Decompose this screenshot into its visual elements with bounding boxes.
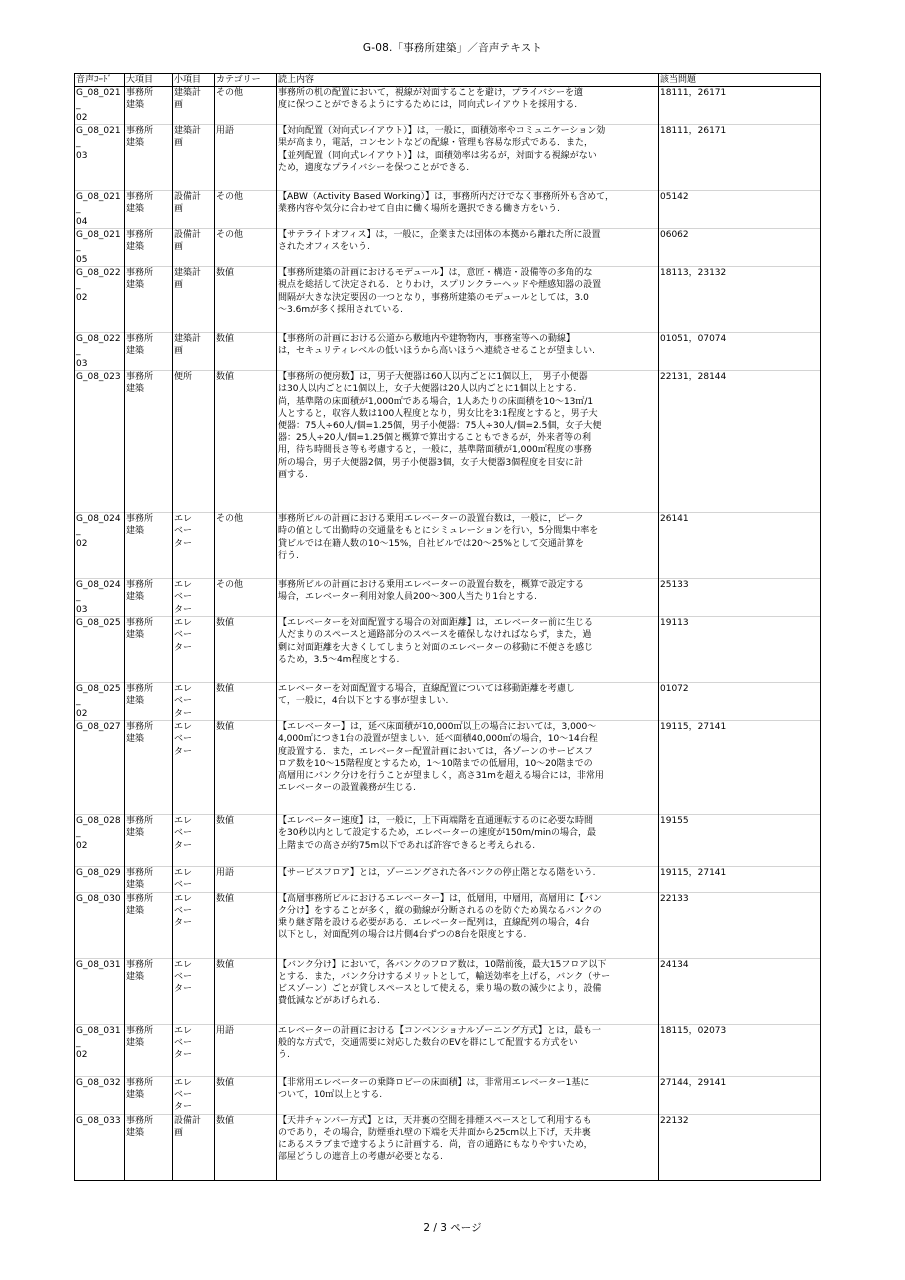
table-row xyxy=(75,721,821,815)
cell-category: 数値 xyxy=(215,721,277,815)
cell-text: 【サテライトオフィス】は，一般に，企業または団体の本拠から離れた所に設置 されたオフィスをいう. xyxy=(277,229,659,267)
cell-code: G_08_022_ 03 xyxy=(75,333,125,371)
cell-minor: 便所 xyxy=(173,371,215,513)
cell-questions: 22133 xyxy=(659,892,821,958)
cell-questions: 18111，26171 xyxy=(659,87,821,125)
column-header-major: 大項目 xyxy=(125,74,173,87)
cell-category: その他 xyxy=(215,579,277,617)
cell-questions: 25133 xyxy=(659,579,821,617)
cell-major: 事務所 建築 xyxy=(125,229,173,267)
table-row xyxy=(75,579,821,617)
table-row xyxy=(75,617,821,683)
table-row xyxy=(75,371,821,513)
cell-code: G_08_028_ 02 xyxy=(75,815,125,867)
cell-minor: エレ ベー ター xyxy=(173,1076,215,1114)
cell-minor: 建築計 画 xyxy=(173,125,215,191)
table-row xyxy=(75,87,821,125)
cell-major: 事務所 建築 xyxy=(125,958,173,1024)
page-title: G-08.「事務所建築」／音声テキスト xyxy=(362,42,543,54)
cell-minor: エレ ベー ター xyxy=(173,721,215,815)
cell-category: その他 xyxy=(215,87,277,125)
cell-questions: 19115，27141 xyxy=(659,867,821,892)
cell-questions: 01072 xyxy=(659,683,821,721)
column-header-questions: 該当問題 xyxy=(659,74,821,87)
column-header-text: 読上内容 xyxy=(277,74,659,87)
cell-questions: 22131，28144 xyxy=(659,371,821,513)
cell-major: 事務所 建築 xyxy=(125,1114,173,1180)
column-header-minor: 小項目 xyxy=(173,74,215,87)
cell-text: 【非常用エレベーターの乗降ロビーの床面積】は，非常用エレベーター1基に ついて，10㎡以上とする. xyxy=(277,1076,659,1114)
cell-major: 事務所 建築 xyxy=(125,892,173,958)
cell-text: 【エレベーターを対面配置する場合の対面距離】は，エレベーター前に生じる 人だまりのスペースと通路部分のスペースを確保しなければならず，また，過 剰に対面距離を大きくしてしまうと対面のエレベーターの移動に不便さを感じ るため，3.5～4m程度とする. xyxy=(277,617,659,683)
table-row xyxy=(75,1024,821,1076)
cell-code: G_08_030 xyxy=(75,892,125,958)
cell-code: G_08_031_ 02 xyxy=(75,1024,125,1076)
cell-category: 用語 xyxy=(215,867,277,892)
cell-questions: 18115，02073 xyxy=(659,1024,821,1076)
table-row xyxy=(75,867,821,892)
cell-category: 数値 xyxy=(215,371,277,513)
cell-questions: 19113 xyxy=(659,617,821,683)
cell-major: 事務所 建築 xyxy=(125,1024,173,1076)
cell-major: 事務所 建築 xyxy=(125,333,173,371)
cell-code: G_08_025 xyxy=(75,617,125,683)
cell-minor: 設備計 画 xyxy=(173,1114,215,1180)
cell-minor: 建築計 画 xyxy=(173,267,215,333)
cell-category: 数値 xyxy=(215,815,277,867)
cell-text: 【対向配置（対向式レイアウト）】は，一般に，面積効率やコミュニケーション効 果が高まり，電話，コンセントなどの配線・管理も容易な形式である．また， 【並列配置（同向式レイアウト）】は，面積効率は劣るが，対面する視線がない ため，適度なプライバシーを保つことができる. xyxy=(277,125,659,191)
cell-code: G_08_022_ 02 xyxy=(75,267,125,333)
table-row xyxy=(75,815,821,867)
cell-text: 【エレベーター】は，延べ床面積が10,000㎡以上の場合においては，3,000～ 4,000㎡につき1台の設置が望ましい．延べ面積40,000㎡の場合，10～14台程 度設置する．また，エレベーター配置計画においては，各ゾーンのサービスフ ロア数を10～15階程度とするため，1～10階までの低層用，10～20階までの 高層用にバンク分けを行うことが望ましく，高さ31mを超える場合には，非常用 エレベーターの設置義務が生じる. xyxy=(277,721,659,815)
table-row xyxy=(75,683,821,721)
cell-text: 【事務所の便房数】は，男子大便器は60人以内ごとに1個以上， 男子小便器 は30人以内ごとに1個以上，女子大便器は20人以内ごとに1個以上とする. 尚，基準階の床面積が1,000㎡である場合，1人あたりの床面積を10～13㎡/1 人とすると，収容人数は100人程度となり，男女比を3:1程度とすると，男子大 便器：75人÷60人/個=1.25個，男子小便器：75人÷30人/個=2.5個，女子大便 器：25人÷20人/個=1.25個と概算で算出することもできるが，外来者等の利 用，待ち時間長さ等も考慮すると，一般に，基準階面積が1,000㎡程度の事務 所の場合，男子大便器2個，男子小便器3個，女子大便器3個程度を目安に計 画する. xyxy=(277,371,659,513)
cell-major: 事務所 建築 xyxy=(125,683,173,721)
cell-text: 【事務所建築の計画におけるモデュール】は，意匠・構造・設備等の多角的な 視点を総括して決定される．とりわけ，スプリンクラーヘッドや煙感知器の設置 間隔が大きな決定要因の一つとなり，事務所建築のモデュールとしては，3.0 ～3.6mが多く採用されている. xyxy=(277,267,659,333)
cell-text: 【天井チャンバー方式】とは，天井裏の空間を排煙スペースとして利用するも のであり，その場合，防煙垂れ壁の下端を天井面から25cm以上下げ，天井裏 にあるスラブまで達するように計画する．尚，音の通路にもなりやすいため， 部屋どうしの遮音上の考慮が必要となる. xyxy=(277,1114,659,1180)
cell-minor: 建築計 画 xyxy=(173,333,215,371)
table-header-row xyxy=(75,74,821,87)
cell-code: G_08_021_ 04 xyxy=(75,191,125,229)
cell-text: エレベーターの計画における【コンベンショナルゾーニング方式】とは，最も一 般的な方式で，交通需要に対応した数台のEVを群にして配置する方式をい う. xyxy=(277,1024,659,1076)
cell-category: 数値 xyxy=(215,267,277,333)
table-row xyxy=(75,892,821,958)
page-number: 2 / 3 ページ xyxy=(423,1222,482,1234)
cell-code: G_08_029 xyxy=(75,867,125,892)
table-row xyxy=(75,333,821,371)
cell-questions: 06062 xyxy=(659,229,821,267)
voice-text-table xyxy=(74,73,821,1181)
cell-code: G_08_021_ 03 xyxy=(75,125,125,191)
cell-category: 数値 xyxy=(215,892,277,958)
cell-major: 事務所 建築 xyxy=(125,579,173,617)
cell-major: 事務所 建築 xyxy=(125,1076,173,1114)
cell-questions: 22132 xyxy=(659,1114,821,1180)
cell-questions: 27144，29141 xyxy=(659,1076,821,1114)
table-row xyxy=(75,267,821,333)
cell-code: G_08_027 xyxy=(75,721,125,815)
column-header-category: カテゴリー xyxy=(215,74,277,87)
cell-category: その他 xyxy=(215,229,277,267)
cell-questions: 18111，26171 xyxy=(659,125,821,191)
cell-code: G_08_024_ 03 xyxy=(75,579,125,617)
cell-text: 事務所ビルの計画における乗用エレベーターの設置台数は，一般に，ピーク 時の値として出勤時の交通量をもとにシミュレーションを行い，5分間集中率を 貸ビルでは在籍人数の10～15%，自社ビルでは20～25%として交通計算を 行う. xyxy=(277,513,659,579)
cell-category: 用語 xyxy=(215,1024,277,1076)
cell-text: 【バンク分け】において，各バンクのフロア数は，10階前後，最大15フロア以下 とする．また，バンク分けするメリットとして，輸送効率を上げる，バンク（サー ビスゾーン）ごとが貸しスペースとして使える，乗り場の数の減少により，設備 費低減などがあげられる. xyxy=(277,958,659,1024)
cell-minor: 設備計 画 xyxy=(173,229,215,267)
cell-minor: エレ ベー ター xyxy=(173,617,215,683)
cell-minor: エレ ベー ター xyxy=(173,1024,215,1076)
cell-minor: エレ ベー ター xyxy=(173,683,215,721)
cell-minor: エレ ベー ター xyxy=(173,513,215,579)
cell-category: 数値 xyxy=(215,1114,277,1180)
cell-category: 用語 xyxy=(215,125,277,191)
cell-code: G_08_025_ 02 xyxy=(75,683,125,721)
cell-category: 数値 xyxy=(215,683,277,721)
cell-major: 事務所 建築 xyxy=(125,125,173,191)
cell-major: 事務所 建築 xyxy=(125,371,173,513)
cell-questions: 19115，27141 xyxy=(659,721,821,815)
cell-category: 数値 xyxy=(215,958,277,1024)
cell-text: エレベーターを対面配置する場合，直線配置については移動距離を考慮し て，一般に，4台以下とする事が望ましい. xyxy=(277,683,659,721)
table-row xyxy=(75,1114,821,1180)
cell-category: その他 xyxy=(215,191,277,229)
cell-code: G_08_031 xyxy=(75,958,125,1024)
table-row xyxy=(75,1076,821,1114)
table-body xyxy=(75,87,821,1180)
cell-questions: 19155 xyxy=(659,815,821,867)
cell-category: 数値 xyxy=(215,617,277,683)
table-row xyxy=(75,125,821,191)
cell-code: G_08_024_ 02 xyxy=(75,513,125,579)
table-row xyxy=(75,191,821,229)
cell-major: 事務所 建築 xyxy=(125,87,173,125)
cell-major: 事務所 建築 xyxy=(125,191,173,229)
cell-text: 【事務所の計画における公道から敷地内や建物物内，事務室等への動線】 は，セキュリティレベルの低いほうから高いほうへ連続させることが望ましい. xyxy=(277,333,659,371)
cell-minor: 建築計 画 xyxy=(173,87,215,125)
cell-minor: エレ ベー ター xyxy=(173,815,215,867)
cell-minor: エレ ベー xyxy=(173,867,215,892)
cell-questions: 05142 xyxy=(659,191,821,229)
table-row xyxy=(75,229,821,267)
cell-code: G_08_021_ 02 xyxy=(75,87,125,125)
cell-questions: 26141 xyxy=(659,513,821,579)
cell-minor: エレ ベー ター xyxy=(173,892,215,958)
cell-major: 事務所 建築 xyxy=(125,513,173,579)
cell-category: 数値 xyxy=(215,1076,277,1114)
cell-code: G_08_023 xyxy=(75,371,125,513)
cell-category: 数値 xyxy=(215,333,277,371)
cell-major: 事務所 建築 xyxy=(125,867,173,892)
table-row xyxy=(75,513,821,579)
cell-text: 【ABW（Activity Based Working）】は，事務所内だけでなく事務所外も含めて， 業務内容や気分に合わせて自由に働く場所を選択できる働き方をいう. xyxy=(277,191,659,229)
cell-major: 事務所 建築 xyxy=(125,815,173,867)
cell-major: 事務所 建築 xyxy=(125,617,173,683)
cell-questions: 01051，07074 xyxy=(659,333,821,371)
cell-text: 【高層事務所ビルにおけるエレベーター】は，低層用，中層用，高層用に【バン ク分け】をすることが多く，縦の動線が分断されるのを防ぐため異なるバンクの 乗り継ぎ階を設ける必要がある．エレベーター配列は，直線配列の場合，4台 以下とし，対面配列の場合は片側4台ずつの8台を限度とする. xyxy=(277,892,659,958)
cell-minor: エレ ベー ター xyxy=(173,579,215,617)
cell-text: 事務所ビルの計画における乗用エレベーターの設置台数を，概算で設定する 場合，エレベーター利用対象人員200～300人当たり1台とする. xyxy=(277,579,659,617)
cell-text: 事務所の机の配置において，視線が対面することを避け，プライバシーを適 度に保つことができるようにするためには，同向式レイアウトを採用する. xyxy=(277,87,659,125)
cell-code: G_08_033 xyxy=(75,1114,125,1180)
cell-text: 【サービスフロア】とは，ゾーニングされた各バンクの停止階となる階をいう. xyxy=(277,867,659,892)
cell-category: その他 xyxy=(215,513,277,579)
cell-questions: 18113，23132 xyxy=(659,267,821,333)
cell-questions: 24134 xyxy=(659,958,821,1024)
cell-minor: 設備計 画 xyxy=(173,191,215,229)
cell-code: G_08_032 xyxy=(75,1076,125,1114)
column-header-code: 音声ｺｰﾄﾞ xyxy=(75,74,125,87)
cell-text: 【エレベーター速度】は，一般に，上下両端階を直通運転するのに必要な時間 を30秒以内として設定するため，エレベーターの速度が150m/minの場合，最 上階までの高さが約75m以下であれば許容できると考えられる. xyxy=(277,815,659,867)
cell-code: G_08_021_ 05 xyxy=(75,229,125,267)
table-row xyxy=(75,958,821,1024)
cell-minor: エレ ベー ター xyxy=(173,958,215,1024)
cell-major: 事務所 建築 xyxy=(125,721,173,815)
cell-major: 事務所 建築 xyxy=(125,267,173,333)
